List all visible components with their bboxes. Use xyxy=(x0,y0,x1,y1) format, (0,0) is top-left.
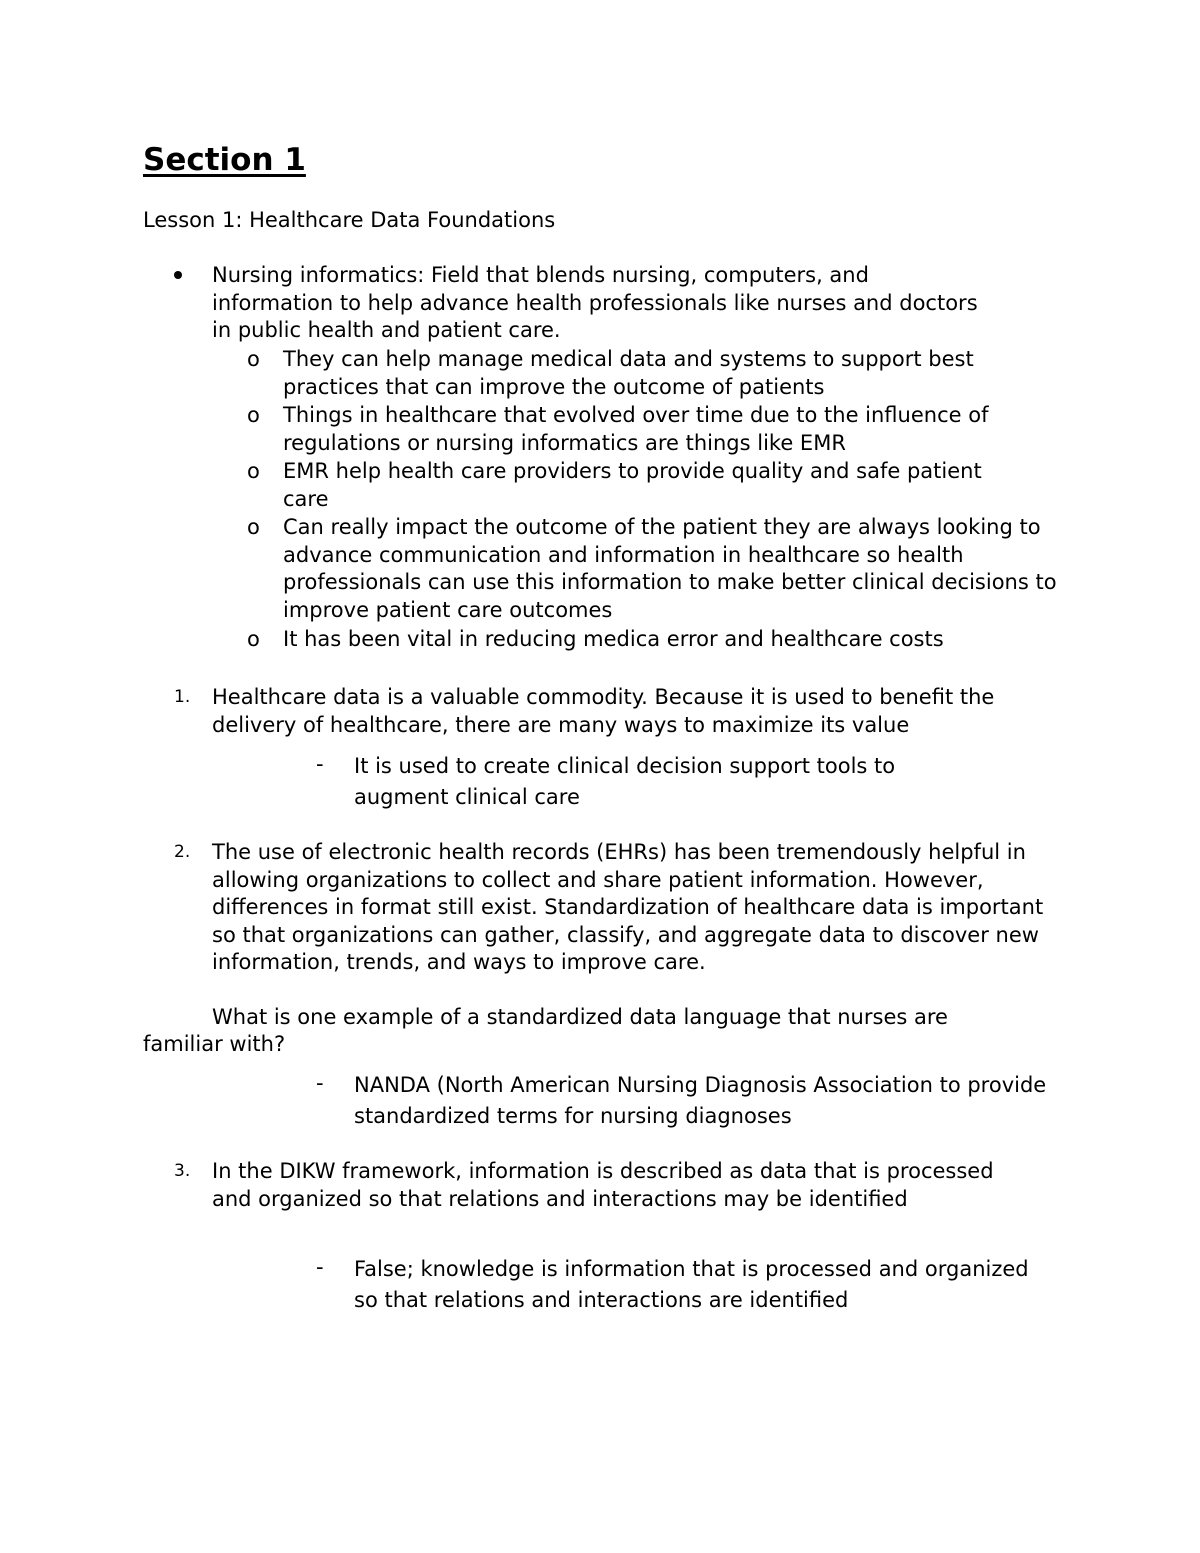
question-text: Healthcare data is a valuable commodity. Because it is used to benefit the delivery of healthcare, there are many ways to maximize its value xyxy=(212,685,995,737)
subitem-text: Things in healthcare that evolved over time due to the influence of regulations or nursing informatics are things like EMR xyxy=(283,403,989,455)
question-text: The use of electronic health records (EHRs) has been tremendously helpful in allowing organizations to collect and share patient information. However, differences in format still exist. Standardization of healthcare data is important so that organizations can gather, classify, and aggregate data to discover new information, trends, and ways to improve care. xyxy=(212,840,1044,974)
answer-marker: - xyxy=(316,752,324,776)
question-number: 3. xyxy=(174,1161,191,1181)
answer-marker: - xyxy=(316,1255,324,1279)
lesson-title: Lesson 1: Healthcare Data Foundations xyxy=(143,208,556,232)
question-number: 2. xyxy=(174,842,191,862)
subitem-text: It has been vital in reducing medica error and healthcare costs xyxy=(283,627,944,651)
subitem-text: They can help manage medical data and systems to support best practices that can improve the outcome of patients xyxy=(283,347,974,399)
bullet-dot-icon xyxy=(174,271,182,279)
question-text: In the DIKW framework, information is described as data that is processed and organized so that relations and interactions may be identified xyxy=(212,1159,994,1211)
bullet-text: Nursing informatics: Field that blends nursing, computers, and information to help advance health professionals like nurses and doctors in public health and patient care. xyxy=(212,263,978,342)
subitem-marker: o xyxy=(247,403,260,427)
question-number: 1. xyxy=(174,687,191,707)
subitem-marker: o xyxy=(247,347,260,371)
answer-text: NANDA (North American Nursing Diagnosis Association to provide standardized terms for nursing diagnoses xyxy=(354,1073,1047,1128)
section-title: Section 1 xyxy=(143,142,306,178)
answer-marker: - xyxy=(316,1071,324,1095)
subitem-marker: o xyxy=(247,627,260,651)
subitem-marker: o xyxy=(247,459,260,483)
answer-text: It is used to create clinical decision support tools to augment clinical care xyxy=(354,754,896,809)
question-prompt-line1: What is one example of a standardized data language that nurses are xyxy=(212,1005,948,1029)
subitem-text: EMR help health care providers to provide quality and safe patient care xyxy=(283,459,982,511)
question-prompt-line2: familiar with? xyxy=(143,1032,286,1056)
subitem-marker: o xyxy=(247,515,260,539)
answer-text: False; knowledge is information that is processed and organized so that relations and interactions are identified xyxy=(354,1257,1029,1312)
subitem-text: Can really impact the outcome of the patient they are always looking to advance communication and information in healthcare so health professionals can use this information to make better clinical decisions to improve patient care outcomes xyxy=(283,515,1057,622)
